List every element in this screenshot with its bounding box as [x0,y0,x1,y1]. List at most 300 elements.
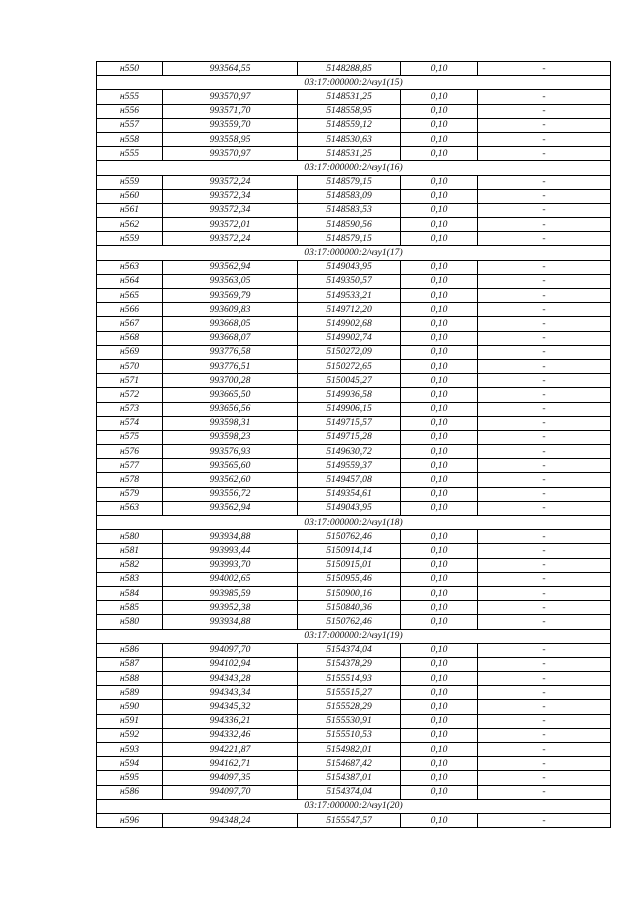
accuracy-cell: 0,10 [401,813,478,827]
point-id-cell: н561 [97,203,163,217]
y-coordinate-cell: 5148288,85 [298,62,401,76]
description-cell: - [478,785,611,799]
y-coordinate-cell: 5149902,74 [298,331,401,345]
table-row [97,345,611,359]
description-cell: - [478,147,611,161]
y-coordinate-cell: 5148531,25 [298,90,401,104]
y-coordinate-cell: 5150272,09 [298,345,401,359]
accuracy-cell: 0,10 [401,530,478,544]
table-row [97,90,611,104]
description-cell: - [478,303,611,317]
description-cell: - [478,686,611,700]
table-row [97,743,611,757]
x-coordinate-cell: 993565,60 [163,459,298,473]
point-id-cell: н596 [97,813,163,827]
table-row [97,530,611,544]
section-title: 03:17:000000:2/чзу1(16) [97,161,611,175]
table-row [97,289,611,303]
x-coordinate-cell: 993576,93 [163,445,298,459]
table-row [97,203,611,217]
description-cell: - [478,175,611,189]
point-id-cell: н563 [97,260,163,274]
point-id-cell: н562 [97,218,163,232]
y-coordinate-cell: 5150840,36 [298,601,401,615]
point-id-cell: н566 [97,303,163,317]
section-header-row [97,246,611,260]
description-cell: - [478,289,611,303]
accuracy-cell: 0,10 [401,175,478,189]
point-id-cell: н572 [97,388,163,402]
description-cell: - [478,274,611,288]
accuracy-cell: 0,10 [401,785,478,799]
accuracy-cell: 0,10 [401,757,478,771]
point-id-cell: н587 [97,657,163,671]
table-row [97,643,611,657]
table-row [97,274,611,288]
x-coordinate-cell: 993572,24 [163,175,298,189]
point-id-cell: н564 [97,274,163,288]
description-cell: - [478,359,611,373]
y-coordinate-cell: 5150762,46 [298,615,401,629]
description-cell: - [478,402,611,416]
table-row [97,558,611,572]
x-coordinate-cell: 993559,70 [163,118,298,132]
table-row [97,118,611,132]
description-cell: - [478,317,611,331]
point-id-cell: н555 [97,147,163,161]
table-row [97,785,611,799]
table-row [97,459,611,473]
table-row [97,104,611,118]
point-id-cell: н593 [97,743,163,757]
y-coordinate-cell: 5148590,56 [298,218,401,232]
accuracy-cell: 0,10 [401,544,478,558]
section-header-row [97,161,611,175]
accuracy-cell: 0,10 [401,218,478,232]
x-coordinate-cell: 993985,59 [163,586,298,600]
section-title: 03:17:000000:2/чзу1(15) [97,76,611,90]
y-coordinate-cell: 5154387,01 [298,771,401,785]
point-id-cell: н558 [97,132,163,146]
x-coordinate-cell: 993562,94 [163,501,298,515]
section-title: 03:17:000000:2/чзу1(19) [97,629,611,643]
table-row [97,672,611,686]
point-id-cell: н590 [97,700,163,714]
description-cell: - [478,771,611,785]
x-coordinate-cell: 994221,87 [163,743,298,757]
point-id-cell: н581 [97,544,163,558]
accuracy-cell: 0,10 [401,388,478,402]
section-title: 03:17:000000:2/чзу1(17) [97,246,611,260]
table-row [97,487,611,501]
accuracy-cell: 0,10 [401,359,478,373]
table-row [97,359,611,373]
table-row [97,416,611,430]
table-row [97,430,611,444]
table-row [97,218,611,232]
accuracy-cell: 0,10 [401,714,478,728]
accuracy-cell: 0,10 [401,743,478,757]
accuracy-cell: 0,10 [401,459,478,473]
x-coordinate-cell: 994332,46 [163,728,298,742]
accuracy-cell: 0,10 [401,572,478,586]
y-coordinate-cell: 5148531,25 [298,147,401,161]
y-coordinate-cell: 5150915,01 [298,558,401,572]
x-coordinate-cell: 993934,88 [163,615,298,629]
x-coordinate-cell: 993934,88 [163,530,298,544]
accuracy-cell: 0,10 [401,430,478,444]
x-coordinate-cell: 993668,07 [163,331,298,345]
y-coordinate-cell: 5155510,53 [298,728,401,742]
description-cell: - [478,331,611,345]
accuracy-cell: 0,10 [401,728,478,742]
x-coordinate-cell: 993572,34 [163,189,298,203]
description-cell: - [478,203,611,217]
point-id-cell: н559 [97,175,163,189]
point-id-cell: н594 [97,757,163,771]
y-coordinate-cell: 5155528,29 [298,700,401,714]
description-cell: - [478,572,611,586]
description-cell: - [478,388,611,402]
x-coordinate-cell: 993656,56 [163,402,298,416]
y-coordinate-cell: 5154687,42 [298,757,401,771]
table-row [97,402,611,416]
x-coordinate-cell: 994097,70 [163,785,298,799]
accuracy-cell: 0,10 [401,104,478,118]
x-coordinate-cell: 993952,38 [163,601,298,615]
x-coordinate-cell: 993562,94 [163,260,298,274]
description-cell: - [478,218,611,232]
y-coordinate-cell: 5149715,57 [298,416,401,430]
coordinates-sheet [96,61,610,828]
description-cell: - [478,714,611,728]
y-coordinate-cell: 5149559,37 [298,459,401,473]
accuracy-cell: 0,10 [401,303,478,317]
accuracy-cell: 0,10 [401,345,478,359]
x-coordinate-cell: 993665,50 [163,388,298,402]
point-id-cell: н589 [97,686,163,700]
table-row [97,728,611,742]
y-coordinate-cell: 5149715,28 [298,430,401,444]
accuracy-cell: 0,10 [401,274,478,288]
description-cell: - [478,62,611,76]
point-id-cell: н560 [97,189,163,203]
x-coordinate-cell: 994345,32 [163,700,298,714]
y-coordinate-cell: 5150900,16 [298,586,401,600]
table-row [97,586,611,600]
y-coordinate-cell: 5148579,15 [298,175,401,189]
y-coordinate-cell: 5154982,01 [298,743,401,757]
point-id-cell: н574 [97,416,163,430]
accuracy-cell: 0,10 [401,402,478,416]
table-row [97,331,611,345]
y-coordinate-cell: 5148559,12 [298,118,401,132]
description-cell: - [478,132,611,146]
x-coordinate-cell: 993562,60 [163,473,298,487]
y-coordinate-cell: 5155515,27 [298,686,401,700]
description-cell: - [478,260,611,274]
accuracy-cell: 0,10 [401,700,478,714]
point-id-cell: н582 [97,558,163,572]
point-id-cell: н569 [97,345,163,359]
x-coordinate-cell: 993598,23 [163,430,298,444]
y-coordinate-cell: 5155547,57 [298,813,401,827]
table-row [97,572,611,586]
x-coordinate-cell: 993700,28 [163,374,298,388]
description-cell: - [478,743,611,757]
table-row [97,62,611,76]
table-row [97,700,611,714]
x-coordinate-cell: 994097,70 [163,643,298,657]
description-cell: - [478,615,611,629]
table-row [97,175,611,189]
point-id-cell: н567 [97,317,163,331]
accuracy-cell: 0,10 [401,147,478,161]
description-cell: - [478,530,611,544]
x-coordinate-cell: 993993,44 [163,544,298,558]
accuracy-cell: 0,10 [401,473,478,487]
description-cell: - [478,558,611,572]
table-row [97,771,611,785]
description-cell: - [478,544,611,558]
point-id-cell: н573 [97,402,163,416]
section-header-row [97,629,611,643]
point-id-cell: н580 [97,615,163,629]
description-cell: - [478,813,611,827]
table-row [97,388,611,402]
point-id-cell: н586 [97,643,163,657]
x-coordinate-cell: 994348,24 [163,813,298,827]
section-title: 03:17:000000:2/чзу1(18) [97,516,611,530]
y-coordinate-cell: 5150955,46 [298,572,401,586]
coordinates-table [96,61,611,828]
coordinates-table-body [97,62,611,828]
y-coordinate-cell: 5150762,46 [298,530,401,544]
x-coordinate-cell: 994002,65 [163,572,298,586]
accuracy-cell: 0,10 [401,445,478,459]
x-coordinate-cell: 993668,05 [163,317,298,331]
table-row [97,615,611,629]
y-coordinate-cell: 5149354,61 [298,487,401,501]
section-header-row [97,516,611,530]
point-id-cell: н576 [97,445,163,459]
x-coordinate-cell: 994097,35 [163,771,298,785]
description-cell: - [478,501,611,515]
section-header-row [97,799,611,813]
point-id-cell: н556 [97,104,163,118]
table-row [97,813,611,827]
point-id-cell: н585 [97,601,163,615]
description-cell: - [478,487,611,501]
accuracy-cell: 0,10 [401,118,478,132]
accuracy-cell: 0,10 [401,586,478,600]
point-id-cell: н586 [97,785,163,799]
description-cell: - [478,118,611,132]
description-cell: - [478,586,611,600]
y-coordinate-cell: 5148583,53 [298,203,401,217]
x-coordinate-cell: 993558,95 [163,132,298,146]
description-cell: - [478,459,611,473]
accuracy-cell: 0,10 [401,289,478,303]
x-coordinate-cell: 993993,70 [163,558,298,572]
table-row [97,317,611,331]
x-coordinate-cell: 993570,97 [163,147,298,161]
accuracy-cell: 0,10 [401,601,478,615]
y-coordinate-cell: 5149902,68 [298,317,401,331]
point-id-cell: н550 [97,62,163,76]
table-row [97,657,611,671]
accuracy-cell: 0,10 [401,331,478,345]
table-row [97,501,611,515]
table-row [97,147,611,161]
accuracy-cell: 0,10 [401,657,478,671]
table-row [97,714,611,728]
point-id-cell: н557 [97,118,163,132]
table-row [97,473,611,487]
table-row [97,757,611,771]
point-id-cell: н595 [97,771,163,785]
table-row [97,232,611,246]
description-cell: - [478,672,611,686]
description-cell: - [478,189,611,203]
table-row [97,686,611,700]
accuracy-cell: 0,10 [401,686,478,700]
accuracy-cell: 0,10 [401,260,478,274]
table-row [97,260,611,274]
table-row [97,303,611,317]
y-coordinate-cell: 5154374,04 [298,643,401,657]
point-id-cell: н571 [97,374,163,388]
description-cell: - [478,757,611,771]
point-id-cell: н591 [97,714,163,728]
accuracy-cell: 0,10 [401,501,478,515]
x-coordinate-cell: 994343,28 [163,672,298,686]
point-id-cell: н575 [97,430,163,444]
y-coordinate-cell: 5149043,95 [298,260,401,274]
point-id-cell: н577 [97,459,163,473]
y-coordinate-cell: 5149350,57 [298,274,401,288]
x-coordinate-cell: 993572,24 [163,232,298,246]
y-coordinate-cell: 5150914,14 [298,544,401,558]
accuracy-cell: 0,10 [401,558,478,572]
point-id-cell: н579 [97,487,163,501]
accuracy-cell: 0,10 [401,416,478,430]
y-coordinate-cell: 5149712,20 [298,303,401,317]
table-row [97,601,611,615]
accuracy-cell: 0,10 [401,374,478,388]
y-coordinate-cell: 5148583,09 [298,189,401,203]
description-cell: - [478,728,611,742]
description-cell: - [478,473,611,487]
x-coordinate-cell: 993609,83 [163,303,298,317]
y-coordinate-cell: 5148579,15 [298,232,401,246]
y-coordinate-cell: 5149533,21 [298,289,401,303]
point-id-cell: н580 [97,530,163,544]
accuracy-cell: 0,10 [401,615,478,629]
accuracy-cell: 0,10 [401,672,478,686]
point-id-cell: н578 [97,473,163,487]
point-id-cell: н570 [97,359,163,373]
x-coordinate-cell: 993569,79 [163,289,298,303]
y-coordinate-cell: 5150045,27 [298,374,401,388]
description-cell: - [478,430,611,444]
table-row [97,445,611,459]
section-header-row [97,76,611,90]
accuracy-cell: 0,10 [401,132,478,146]
point-id-cell: н592 [97,728,163,742]
description-cell: - [478,657,611,671]
y-coordinate-cell: 5149936,58 [298,388,401,402]
y-coordinate-cell: 5154374,04 [298,785,401,799]
y-coordinate-cell: 5149457,08 [298,473,401,487]
table-row [97,189,611,203]
y-coordinate-cell: 5149906,15 [298,402,401,416]
description-cell: - [478,700,611,714]
point-id-cell: н584 [97,586,163,600]
x-coordinate-cell: 993570,97 [163,90,298,104]
x-coordinate-cell: 993571,70 [163,104,298,118]
x-coordinate-cell: 993564,55 [163,62,298,76]
x-coordinate-cell: 994102,94 [163,657,298,671]
point-id-cell: н565 [97,289,163,303]
accuracy-cell: 0,10 [401,487,478,501]
description-cell: - [478,232,611,246]
point-id-cell: н588 [97,672,163,686]
accuracy-cell: 0,10 [401,189,478,203]
accuracy-cell: 0,10 [401,203,478,217]
x-coordinate-cell: 993572,34 [163,203,298,217]
x-coordinate-cell: 993598,31 [163,416,298,430]
accuracy-cell: 0,10 [401,62,478,76]
y-coordinate-cell: 5149630,72 [298,445,401,459]
point-id-cell: н583 [97,572,163,586]
accuracy-cell: 0,10 [401,232,478,246]
x-coordinate-cell: 993572,01 [163,218,298,232]
accuracy-cell: 0,10 [401,90,478,104]
point-id-cell: н568 [97,331,163,345]
point-id-cell: н555 [97,90,163,104]
point-id-cell: н559 [97,232,163,246]
x-coordinate-cell: 994343,34 [163,686,298,700]
y-coordinate-cell: 5155514,93 [298,672,401,686]
accuracy-cell: 0,10 [401,643,478,657]
description-cell: - [478,90,611,104]
description-cell: - [478,416,611,430]
y-coordinate-cell: 5155530,91 [298,714,401,728]
x-coordinate-cell: 993556,72 [163,487,298,501]
x-coordinate-cell: 994336,21 [163,714,298,728]
x-coordinate-cell: 993563,05 [163,274,298,288]
table-row [97,374,611,388]
description-cell: - [478,643,611,657]
accuracy-cell: 0,10 [401,771,478,785]
y-coordinate-cell: 5148530,63 [298,132,401,146]
y-coordinate-cell: 5154378,29 [298,657,401,671]
description-cell: - [478,104,611,118]
x-coordinate-cell: 993776,58 [163,345,298,359]
accuracy-cell: 0,10 [401,317,478,331]
y-coordinate-cell: 5150272,65 [298,359,401,373]
point-id-cell: н563 [97,501,163,515]
x-coordinate-cell: 994162,71 [163,757,298,771]
y-coordinate-cell: 5148558,95 [298,104,401,118]
section-title: 03:17:000000:2/чзу1(20) [97,799,611,813]
description-cell: - [478,374,611,388]
description-cell: - [478,345,611,359]
description-cell: - [478,445,611,459]
table-row [97,544,611,558]
table-row [97,132,611,146]
